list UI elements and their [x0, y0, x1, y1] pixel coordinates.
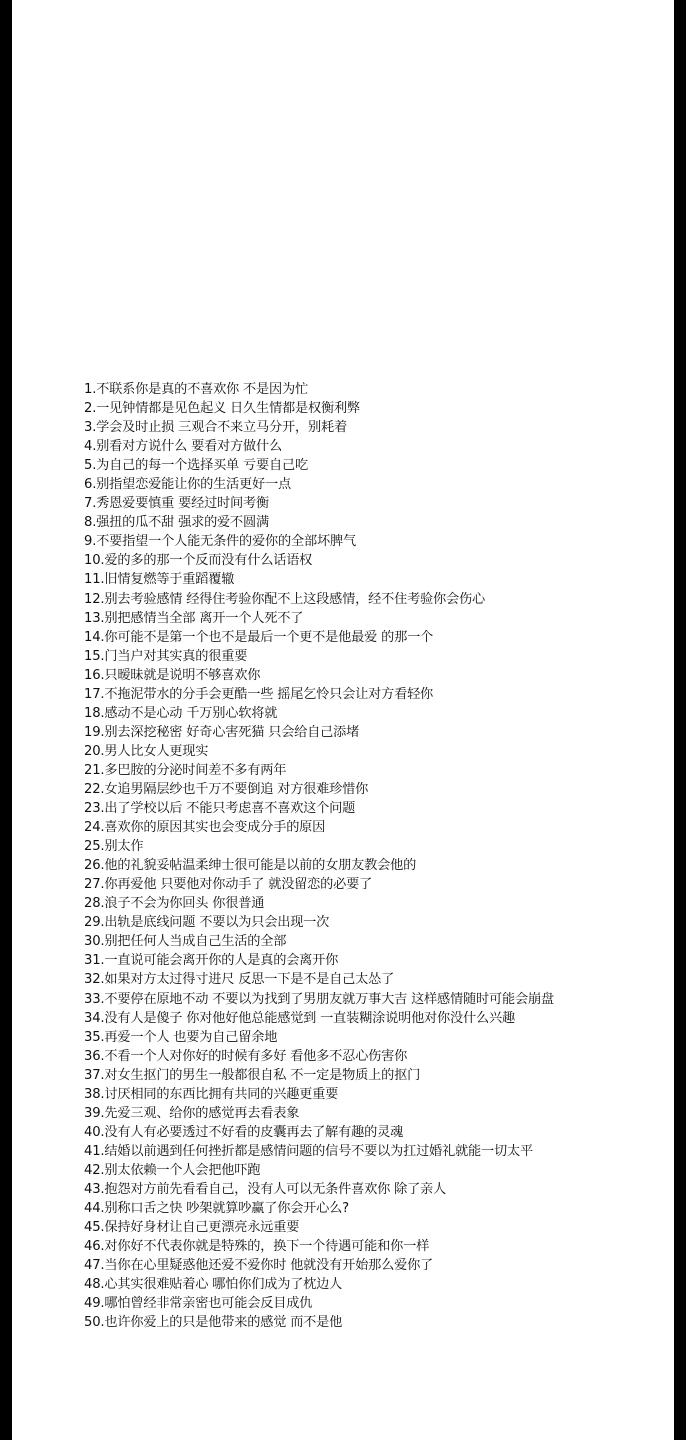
list-item: 2.一见钟情都是见色起义 日久生情都是权衡利弊 [84, 401, 360, 417]
list-item: 44.别称口舌之快 吵架就算吵赢了你会开心么? [84, 1201, 349, 1217]
document-page [12, 0, 674, 1440]
list-item: 50.也许你爱上的只是他带来的感觉 而不是他 [84, 1315, 343, 1331]
list-item: 30.别把任何人当成自己生活的全部 [84, 934, 287, 950]
list-item: 32.如果对方太过得寸进尺 反思一下是不是自己太怂了 [84, 972, 395, 988]
list-item: 16.只暧昧就是说明不够喜欢你 [84, 667, 261, 683]
list-item: 20.男人比女人更现实 [84, 743, 209, 759]
list-item: 17.不拖泥带水的分手会更酷一些 摇尾乞怜只会让对方看轻你 [84, 686, 434, 702]
list-item: 3.学会及时止损 三观合不来立马分开，别耗着 [84, 420, 347, 436]
list-item: 23.出了学校以后 不能只考虑喜不喜欢这个问题 [84, 801, 356, 817]
list-item: 25.别太作 [84, 839, 144, 855]
list-item: 15.门当户对其实真的很重要 [84, 648, 248, 664]
list-item: 19.别去深挖秘密 好奇心害死猫 只会给自己添堵 [84, 724, 360, 740]
list-item: 37.对女生抠门的男生一般都很自私 不一定是物质上的抠门 [84, 1067, 421, 1083]
list-item: 41.结婚以前遇到任何挫折都是感情问题的信号不要以为扛过婚礼就能一切太平 [84, 1143, 533, 1159]
list-item: 47.当你在心里疑惑他还爱不爱你时 他就没有开始那么爱你了 [84, 1258, 434, 1274]
list-item: 10.爱的多的那一个反而没有什么话语权 [84, 553, 313, 569]
list-item: 42.别太依赖一个人会把他吓跑 [84, 1162, 261, 1178]
list-item: 28.浪子不会为你回头 你很普通 [84, 896, 265, 912]
list-item: 24.喜欢你的原因其实也会变成分手的原因 [84, 820, 326, 836]
list-item: 35.再爱一个人 也要为自己留余地 [84, 1029, 278, 1045]
list-item: 12.别去考验感情 经得住考验你配不上这段感情，经不住考验你会伤心 [84, 591, 485, 607]
list-item: 11.旧情复燃等于重蹈覆辙 [84, 572, 235, 588]
list-item: 21.多巴胺的分泌时间差不多有两年 [84, 762, 287, 778]
list-item: 31.一直说可能会离开你的人是真的会离开你 [84, 953, 339, 969]
list-item: 49.哪怕曾经非常亲密也可能会反目成仇 [84, 1296, 313, 1312]
list-item: 46.对你好不代表你就是特殊的，换下一个待遇可能和你一样 [84, 1239, 430, 1255]
list-item: 48.心其实很难贴着心 哪怕你们成为了枕边人 [84, 1277, 343, 1293]
list-item: 7.秀恩爱要慎重 要经过时间考衡 [84, 496, 270, 512]
list-item: 26.他的礼貌妥帖温柔绅士很可能是以前的女朋友教会他的 [84, 858, 417, 874]
list-item: 34.没有人是傻子 你对他好他总能感觉到 一直装糊涂说明他对你没什么兴趣 [84, 1010, 515, 1026]
list-item: 29.出轨是底线问题 不要以为只会出现一次 [84, 915, 330, 931]
list-item: 45.保持好身材让自己更漂亮永远重要 [84, 1220, 300, 1236]
list-item: 1.不联系你是真的不喜欢你 不是因为忙 [84, 382, 308, 397]
list-item: 5.为自己的每一个选择买单 亏要自己吃 [84, 458, 308, 474]
list-item: 9.不要指望一个人能无条件的爱你的全部坏脾气 [84, 534, 356, 550]
list-item: 43.抱怨对方前先看看自己，没有人可以无条件喜欢你 除了亲人 [84, 1181, 447, 1197]
list-item: 27.你再爱他 只要他对你动手了 就没留恋的必要了 [84, 877, 373, 893]
list-item: 38.讨厌相同的东西比拥有共同的兴趣更重要 [84, 1086, 339, 1102]
list-item: 39.先爱三观、给你的感觉再去看表象 [84, 1105, 300, 1121]
list-item: 13.别把感情当全部 离开一个人死不了 [84, 610, 304, 626]
list-item: 8.强扭的瓜不甜 强求的爱不圆满 [84, 515, 270, 531]
list-item: 14.你可能不是第一个也不是最后一个更不是他最爱 的那一个 [84, 629, 434, 645]
list-item: 6.别指望恋爱能让你的生活更好一点 [84, 477, 291, 493]
list-item: 40.没有人有必要透过不好看的皮囊再去了解有趣的灵魂 [84, 1124, 404, 1140]
numbered-list [84, 380, 674, 1332]
list-item: 4.别看对方说什么 要看对方做什么 [84, 439, 282, 455]
list-item: 33.不要停在原地不动 不要以为找到了男朋友就万事大吉 这样感情随时可能会崩盘 [84, 991, 554, 1007]
list-item: 22.女追男隔层纱也千万不要倒追 对方很难珍惜你 [84, 781, 369, 797]
list-item: 36.不看一个人对你好的时候有多好 看他多不忍心伤害你 [84, 1048, 408, 1064]
list-item: 18.感动不是心动 千万别心软将就 [84, 705, 278, 721]
